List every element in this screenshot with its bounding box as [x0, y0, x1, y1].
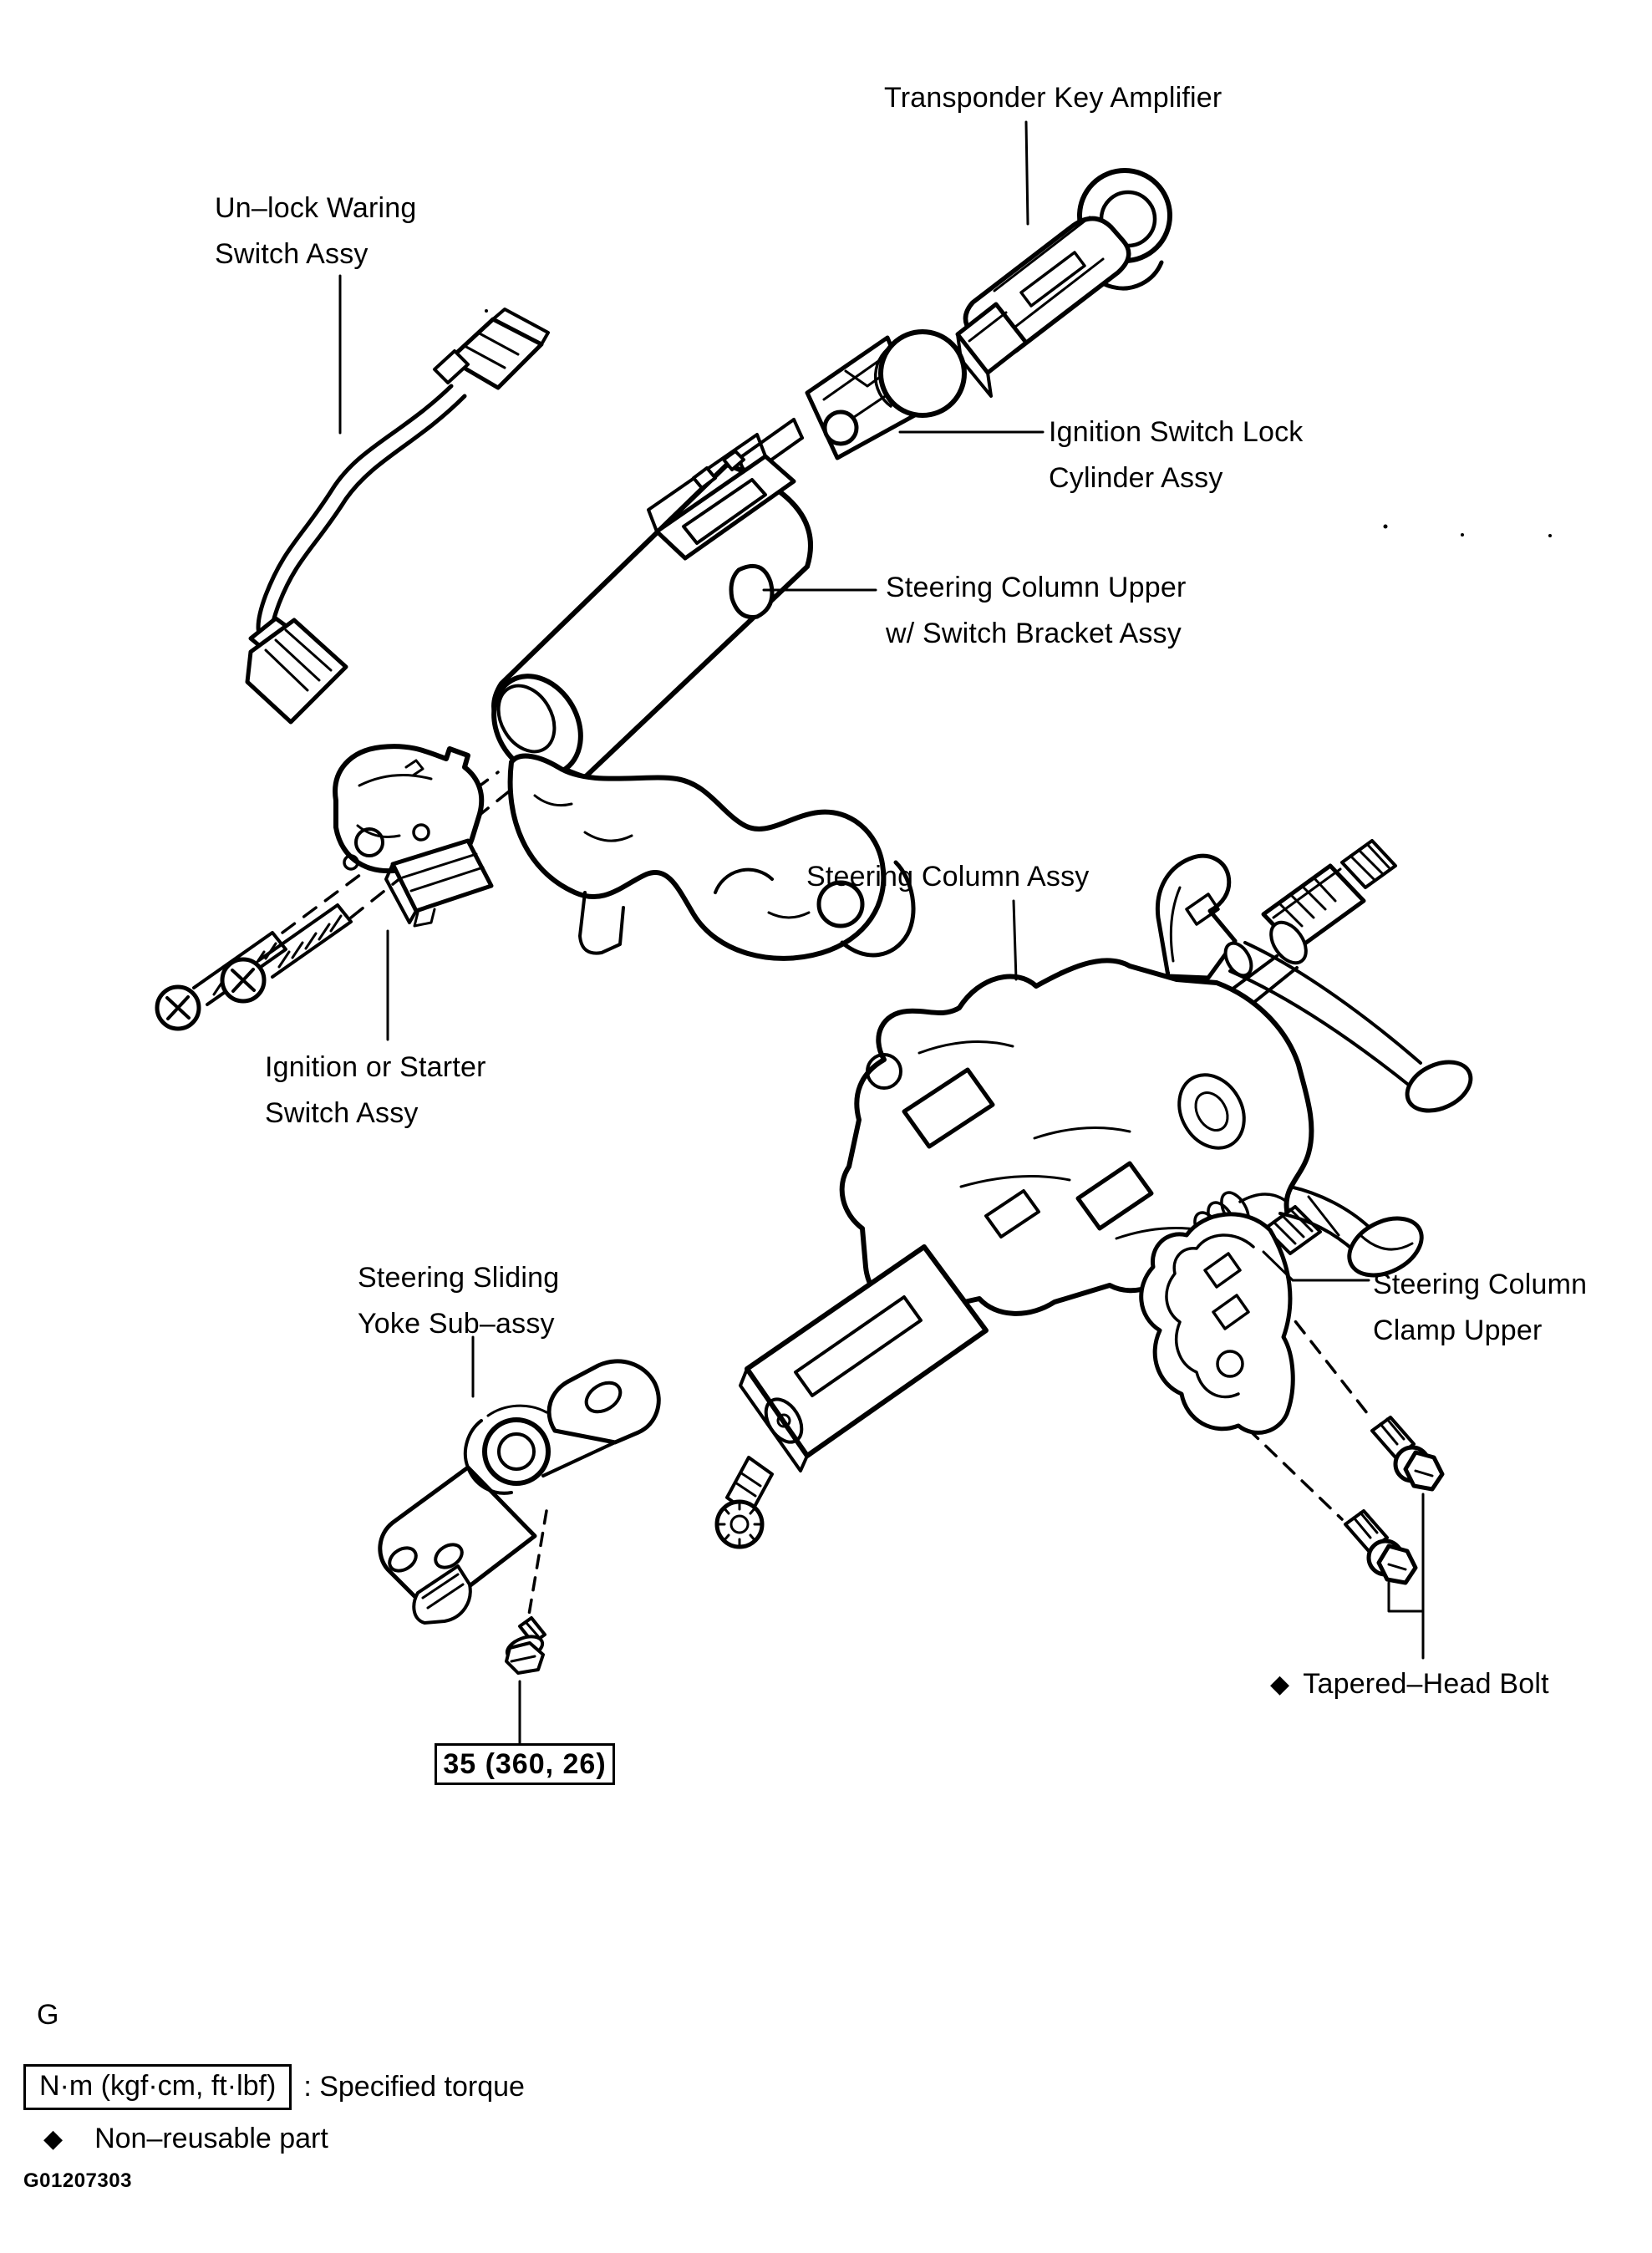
label-line: Cylinder Assy	[1049, 462, 1223, 494]
legend-non-reusable	[43, 2123, 328, 2155]
non-reusable-diamond-icon: ◆	[1270, 1671, 1290, 1698]
label-line: Steering Sliding	[358, 1262, 560, 1294]
label-line: Clamp Upper	[1373, 1315, 1543, 1346]
label-line: Switch Assy	[265, 1097, 419, 1129]
clamp-upper-drawing	[1141, 1214, 1294, 1432]
label-tapered-head-bolt	[1270, 1661, 1549, 1707]
label-sliding-yoke	[358, 1255, 559, 1347]
torque-meaning: : Specified torque	[303, 2071, 525, 2103]
tapered-head-bolts-drawing	[1345, 1417, 1442, 1583]
label-line: Steering Column Upper	[886, 572, 1187, 603]
figure-code: G01207303	[23, 2169, 132, 2192]
label-line: Ignition or Starter	[265, 1051, 486, 1083]
label-line: Transponder Key Amplifier	[884, 82, 1222, 114]
ignition-starter-switch-drawing	[335, 746, 491, 926]
legend-specified-torque	[23, 2064, 525, 2110]
leader-transponder	[1026, 122, 1028, 224]
label-line: Un–lock Waring	[215, 192, 417, 224]
label-line: w/ Switch Bracket Assy	[886, 618, 1182, 649]
label-clamp-upper	[1373, 1262, 1587, 1354]
label-unlock-warning-switch	[215, 186, 417, 277]
label-ignition-lock-cylinder	[1049, 409, 1304, 501]
torque-unit-box: N·m (kgf·cm, ft·lbf)	[23, 2064, 292, 2110]
label-line: Tapered–Head Bolt	[1303, 1668, 1549, 1700]
label-line: Switch Assy	[215, 238, 369, 270]
label-line: Steering Column Assy	[806, 861, 1090, 893]
torque-value: 35 (360, 26)	[443, 1747, 607, 1780]
leader-column-assy	[1014, 901, 1016, 979]
unlock-warning-switch-drawing	[247, 309, 548, 722]
label-ignition-starter-switch	[265, 1045, 486, 1137]
label-line: Steering Column	[1373, 1269, 1588, 1300]
ignition-lock-cylinder-drawing	[740, 332, 964, 475]
non-reusable-meaning: Non–reusable part	[94, 2123, 328, 2154]
sliding-yoke-drawing	[380, 1361, 658, 1623]
label-line: Yoke Sub–assy	[358, 1308, 555, 1340]
torque-spec-box	[435, 1743, 615, 1785]
section-letter: G	[37, 1999, 59, 2031]
label-transponder-key-amplifier	[884, 75, 1222, 121]
label-steering-column-assy	[806, 854, 1090, 900]
switch-mounting-screws-drawing	[157, 905, 351, 1029]
transponder-key-amplifier-drawing	[958, 170, 1170, 396]
non-reusable-diamond-icon: ◆	[43, 2125, 64, 2153]
label-line: Ignition Switch Lock	[1049, 416, 1304, 448]
yoke-bolt-drawing	[504, 1618, 546, 1673]
label-steering-column-upper	[886, 565, 1187, 657]
yoke-bolt-dashed-line	[528, 1511, 546, 1620]
